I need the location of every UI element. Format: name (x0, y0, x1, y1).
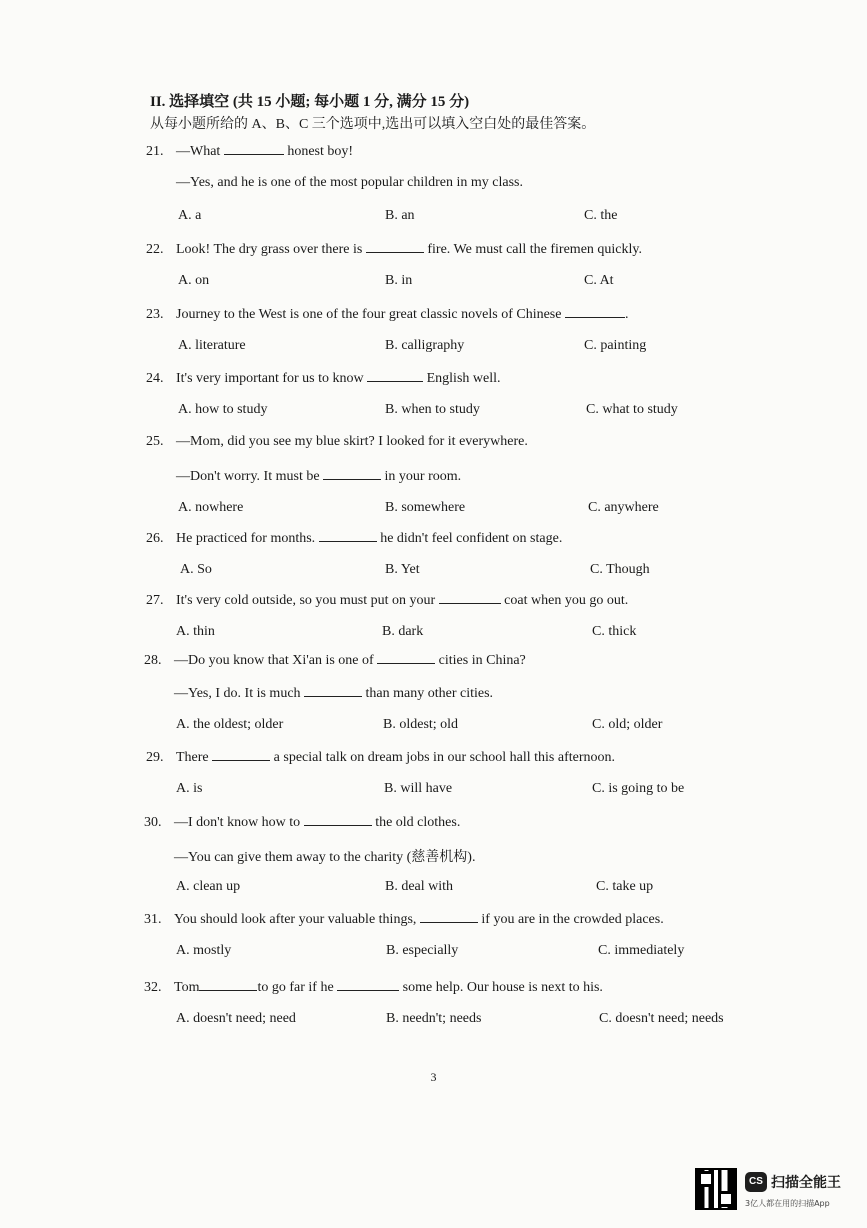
answer-option: B. somewhere (385, 500, 466, 515)
answer-option: C. is going to be (592, 781, 685, 796)
question-number: 22. (146, 242, 164, 257)
question-number: 26. (146, 531, 164, 546)
question-text: coat when you go out. (500, 593, 629, 608)
answer-option: C. thick (592, 624, 637, 639)
answer-option: C. doesn't need; needs (599, 1011, 724, 1026)
question-line (146, 142, 353, 160)
question-text: than many other cities. (362, 686, 494, 701)
question-line (146, 369, 501, 387)
question-number: 32. (144, 980, 162, 995)
question-text: —Mom, did you see my blue skirt? I looked for it everywhere. (176, 434, 528, 449)
scanner-watermark (695, 1168, 855, 1218)
question-line (146, 305, 628, 323)
question-line (176, 175, 523, 191)
answer-option: C. At (584, 273, 614, 288)
camscanner-logo: CS (745, 1172, 767, 1192)
answer-option: C. immediately (598, 943, 685, 958)
question-number: 24. (146, 371, 164, 386)
answer-option: B. in (385, 273, 413, 288)
answer-option: B. deal with (385, 879, 454, 894)
question-line (146, 591, 628, 609)
answer-option: B. when to study (385, 402, 480, 417)
answer-blank (323, 467, 381, 480)
answer-blank (337, 978, 399, 991)
answer-blank (420, 910, 478, 923)
answer-blank (565, 305, 625, 318)
answer-option: B. dark (382, 624, 424, 639)
question-text: he didn't feel confident on stage. (376, 531, 563, 546)
answer-option: C. painting (584, 338, 647, 353)
question-line (144, 978, 603, 996)
question-number: 31. (144, 912, 162, 927)
question-text: honest boy! (283, 144, 354, 159)
question-text: You should look after your valuable things, (174, 912, 420, 927)
brand-name: 扫描全能王 (771, 1175, 841, 1191)
question-text: the old clothes. (371, 815, 461, 830)
answer-option: A. So (180, 562, 212, 577)
section-instruction: 从每小题所给的 A、B、C 三个选项中,选出可以填入空白处的最佳答案。 (150, 117, 596, 132)
question-text: cities in China? (435, 653, 526, 668)
answer-option: C. Though (590, 562, 650, 577)
question-line (146, 529, 562, 547)
answer-option: A. thin (176, 624, 215, 639)
question-text: It's very cold outside, so you must put on your (176, 593, 439, 608)
question-line (176, 467, 461, 485)
qr-code-icon (695, 1168, 737, 1210)
question-line (144, 910, 664, 928)
question-text: to go far if he (257, 980, 338, 995)
brand-tagline: 3亿人都在用的扫描App (745, 1199, 830, 1208)
question-number: 29. (146, 750, 164, 765)
question-number: 28. (144, 653, 162, 668)
answer-option: A. clean up (176, 879, 241, 894)
question-line (146, 434, 528, 450)
answer-blank (319, 529, 377, 542)
answer-option: A. mostly (176, 943, 232, 958)
question-line (144, 813, 460, 831)
question-number: 21. (146, 144, 164, 159)
question-text: —I don't know how to (174, 815, 304, 830)
question-text: —Do you know that Xi'an is one of (174, 653, 378, 668)
question-text: fire. We must call the firemen quickly. (423, 242, 642, 257)
answer-option: B. especially (386, 943, 459, 958)
answer-option: A. is (176, 781, 203, 796)
question-number: 30. (144, 815, 162, 830)
answer-blank (439, 591, 501, 604)
question-number: 23. (146, 307, 164, 322)
question-line (146, 240, 642, 258)
question-text: —Yes, and he is one of the most popular children in my class. (176, 175, 523, 190)
answer-blank (199, 978, 257, 991)
answer-option: B. calligraphy (385, 338, 465, 353)
answer-option: A. literature (178, 338, 246, 353)
question-text: Tom (174, 980, 200, 995)
question-text: a special talk on dream jobs in our school hall this afternoon. (270, 750, 616, 765)
answer-blank (212, 748, 270, 761)
question-text: if you are in the crowded places. (477, 912, 664, 927)
answer-option: B. oldest; old (383, 717, 459, 732)
answer-option: C. what to study (586, 402, 678, 417)
question-line (174, 846, 475, 866)
question-text: —You can give them away to the charity (慈善机构). (174, 850, 476, 865)
answer-blank (367, 369, 423, 382)
question-text: Journey to the West is one of the four great classic novels of Chinese (176, 307, 565, 322)
answer-option: C. the (584, 208, 618, 223)
answer-option: A. nowhere (178, 500, 244, 515)
question-text: . (624, 307, 629, 322)
question-text: —What (176, 144, 224, 159)
section-title: II. 选择填空 (共 15 小题; 每小题 1 分, 满分 15 分) (150, 94, 470, 110)
page-number: 3 (430, 1070, 437, 1084)
answer-blank (304, 684, 362, 697)
answer-option: A. how to study (178, 402, 268, 417)
question-text: Look! The dry grass over there is (176, 242, 366, 257)
answer-option: C. anywhere (588, 500, 659, 515)
question-text: —Don't worry. It must be (176, 469, 324, 484)
question-number: 25. (146, 434, 164, 449)
answer-blank (224, 142, 284, 155)
answer-option: A. on (178, 273, 210, 288)
answer-option: A. a (178, 208, 202, 223)
question-text: in your room. (381, 469, 462, 484)
answer-option: C. take up (596, 879, 654, 894)
question-text: There (176, 750, 213, 765)
question-line (144, 651, 526, 669)
question-text: He practiced for months. (176, 531, 319, 546)
answer-option: B. will have (384, 781, 453, 796)
answer-option: B. Yet (385, 562, 420, 577)
answer-blank (366, 240, 424, 253)
answer-option: B. an (385, 208, 415, 223)
question-text: some help. Our house is next to his. (399, 980, 603, 995)
answer-option: C. old; older (592, 717, 663, 732)
answer-blank (377, 651, 435, 664)
answer-blank (304, 813, 372, 826)
answer-option: A. doesn't need; need (176, 1011, 296, 1026)
question-text: It's very important for us to know (176, 371, 368, 386)
question-text: English well. (423, 371, 501, 386)
question-line (146, 748, 615, 766)
question-text: —Yes, I do. It is much (174, 686, 305, 701)
question-line (174, 684, 493, 702)
question-number: 27. (146, 593, 164, 608)
answer-option: A. the oldest; older (176, 717, 284, 732)
answer-option: B. needn't; needs (386, 1011, 482, 1026)
